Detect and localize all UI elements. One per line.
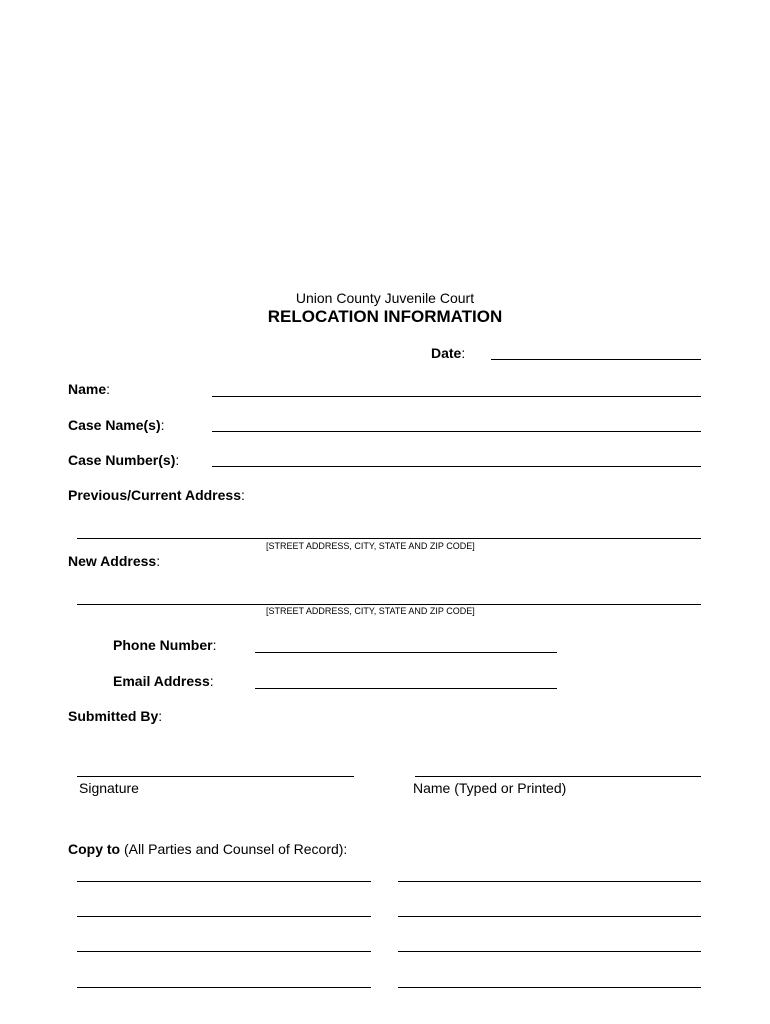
printed-name-label: Name (Typed or Printed): [413, 780, 567, 796]
case-names-label: Case Name(s):: [68, 417, 165, 433]
phone-label: Phone Number:: [113, 637, 217, 653]
name-label: Name:: [68, 381, 111, 397]
email-label: Email Address:: [113, 673, 214, 689]
copy-to-line[interactable]: [398, 916, 701, 917]
date-field[interactable]: [491, 359, 701, 360]
signature-field[interactable]: [77, 776, 354, 777]
phone-field[interactable]: [255, 652, 557, 653]
email-field[interactable]: [255, 688, 557, 689]
printed-name-field[interactable]: [415, 776, 701, 777]
date-label: Date:: [431, 345, 466, 361]
submitted-by-label: Submitted By:: [68, 708, 163, 724]
form-title: RELOCATION INFORMATION: [267, 307, 503, 326]
prev-address-hint: [STREET ADDRESS, CITY, STATE AND ZIP CODE]: [266, 541, 475, 551]
signature-label: Signature: [79, 780, 139, 796]
case-numbers-label: Case Number(s):: [68, 452, 180, 468]
copy-to-line[interactable]: [77, 881, 371, 882]
copy-to-label: Copy to (All Parties and Counsel of Record):: [68, 841, 348, 857]
copy-to-line[interactable]: [398, 951, 701, 952]
case-numbers-field[interactable]: [212, 466, 701, 467]
copy-to-line[interactable]: [77, 916, 371, 917]
copy-to-line[interactable]: [398, 881, 701, 882]
case-names-field[interactable]: [212, 431, 701, 432]
prev-address-field[interactable]: [77, 538, 701, 539]
new-address-hint: [STREET ADDRESS, CITY, STATE AND ZIP CODE]: [266, 606, 475, 616]
new-address-label: New Address:: [68, 553, 161, 569]
court-name: Union County Juvenile Court: [295, 290, 475, 306]
new-address-field[interactable]: [77, 604, 701, 605]
prev-address-label: Previous/Current Address:: [68, 487, 245, 503]
copy-to-line[interactable]: [77, 951, 371, 952]
copy-to-line[interactable]: [398, 987, 701, 988]
name-field[interactable]: [212, 396, 701, 397]
copy-to-line[interactable]: [77, 987, 371, 988]
